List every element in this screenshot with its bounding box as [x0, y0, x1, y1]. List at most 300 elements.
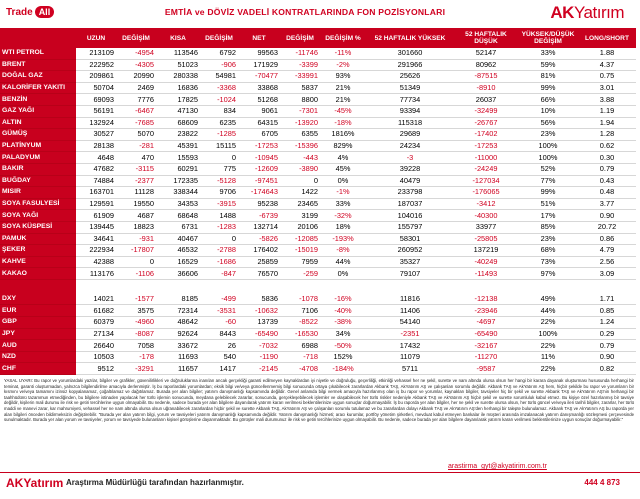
table-cell: 76570	[238, 268, 280, 280]
tradeall-logo	[6, 4, 54, 20]
table-cell: -7301	[280, 105, 320, 117]
table-cell: -87515	[454, 71, 518, 83]
table-cell: 33%	[320, 198, 366, 210]
instrument-name: BAKIR	[0, 163, 76, 175]
table-row	[0, 117, 636, 129]
tradeall-logo-badge: All	[35, 6, 55, 18]
table-cell: 16836	[156, 82, 200, 94]
instrument-name: JPY	[0, 328, 76, 340]
table-cell: -4697	[454, 317, 518, 329]
instrument-name: ŞEKER	[0, 245, 76, 257]
table-cell: -24249	[454, 163, 518, 175]
table-cell: 81%	[518, 71, 578, 83]
table-cell: 7058	[116, 340, 156, 352]
table-cell: 0.85	[578, 305, 636, 317]
section-spacer	[0, 279, 636, 294]
table-cell: 4648	[76, 152, 116, 164]
column-header: DEĞİŞİM	[280, 28, 320, 48]
table-cell: 1816%	[320, 129, 366, 141]
table-cell: 0	[116, 256, 156, 268]
table-cell: 0.90	[578, 210, 636, 222]
contact-phone: 444 4 873	[584, 478, 620, 487]
table-cell: 64315	[238, 117, 280, 129]
table-cell: 74884	[76, 175, 116, 187]
table-cell: -3115	[116, 163, 156, 175]
table-cell: 9061	[238, 105, 280, 117]
table-cell: 93394	[366, 105, 454, 117]
table-cell: 44%	[518, 305, 578, 317]
table-row	[0, 152, 636, 164]
table-cell: 6792	[200, 48, 238, 59]
table-cell: -11493	[454, 268, 518, 280]
table-cell: 27134	[76, 328, 116, 340]
table-cell: 260952	[366, 245, 454, 257]
table-cell: 5836	[238, 294, 280, 305]
table-cell: -718	[280, 351, 320, 363]
table-row	[0, 94, 636, 106]
table-cell: -906	[200, 59, 238, 71]
instrument-name: MISIR	[0, 187, 76, 199]
table-cell: 20.72	[578, 221, 636, 233]
table-cell: 72314	[156, 305, 200, 317]
table-cell: -2377	[116, 175, 156, 187]
legal-disclaimer: YASAL UYARI: Bu rapor ve yorumlardaki yazılar, bilgiler ve grafikler, güvenilirlikleri ve doğruluklarına inanılan ancak gerçekliği garanti edilmeyen kaynaklardan iyi niyetle ve doğruluğu, geçerliliği, etkinliği vehassel her ne şekil, surette ve nam altında olursa olsun her hangi bir karara dayanak oluşturması hususunda herhangi bir teminat, garanti oluşturmadan, yalnızca bilgilendirilme amacıyla derlenmiştir. İş bu raporlardaki yorumlardan; eksik bilgi ve/veya güncellenmemiş bilgi sonucunda ortaya çıkabilecek zararlardan Akbank TAŞ, AkYatırım AŞ ve çalışanları sorumlu değildir. Akbank TAŞ ve AkYatırım AŞ hem, hiçbir şekilde bu rapor ve yorumların bir kısmını ve/veya tamamını izinsiz kopyalanamaz, çoğaltılamaz ve dağıtılamaz. Burada yer alan bilgiler; yatırım danışmanlığı kapsamında değildir. Genel anlamda bilgi vermek amacıyla hazırlanmış olan iş bu rapor ve yorumlar, kaynakları bilgiler, tavsiyeler hiç bir şekil ve surette Akbank TAŞ ve AkYatırım AŞ'nin herhangi bir taahhüdünü tazammun etmediğinden, bu bilgilere istinaden yapılacak her türlü işlemin sonucunda, meydana gelebilecek zararlar, sonucunda, gerçekleşebilecek işlemler ve olaşabilecek her türlü riskler nedeniyle Akbank TAŞ ve AkYatırım AŞ hiçbir şekil ve surette sorumluluk kabul etmez. Bu kişiye özel hazırlanmış bir tavsiye değildir, kişilerin mali durumu ile risk ve getiri tercihlerine uygun olmayabilir. Bu nedenle, sadece burada yer alan bilgilere dayanılarak yatırım kararı verilmesi beklentilerinize uygun sonuçlar doğurmayabilir. İş bu raporda yer alan bilgiler, her ne şekil ve surette olursa olsun, her türlü güncel ve/veya ileri tarihli bilgiler, zararlar, her türlü maddi ve manevi zarar, kar mahrumiyeti, vehassel her ne nam altında olursa olsun uğranabilecek zararlardan hiçbir şekil ve surette Akbank TAŞ, AkYatırım AŞ ve çalışanları sorumlu tutulamaz ve bu zararlardan dolayı Akbank TAŞ ve AkYatırım AŞ'den herhangi bir talepte bulunulamaz. Akbank TAŞ ve AkYatırım AŞ bu raporda yer alan bilgileri önceden bildirmeksizin değiştirebilir. "Burada yer alan yatırım bilgi, yorum ve tavsiyeleri yatırım danışmanlığı kapsamında değildir. Yatırım danışmanlığı hizmeti; aracı kurumlar, portföy yönetim şirketleri, mevduat kabul etmeyen bankalar ile müşteri arasında imzalanacak yatırım danışmanlığı sözleşmesi çerçevesinde sunulmaktadır. Burada yer alan yorum ve tavsiyeler, yorum ve tavsiyede bulunanların kişisel görüşlerine dayanmaktadır. Bu görüşler mali durumunuz ile risk ve getiri tercihlerinize uygun olmayabilir. Bu nedenle, sadece burada yer alan bilgilere dayanılarak yatırım kararı verilmesi beklentilerinize uygun sonuçlar doğurmayabilir."	[4, 378, 634, 423]
table-cell: -3368	[200, 82, 238, 94]
table-cell: -1686	[200, 256, 238, 268]
table-cell: -2%	[320, 59, 366, 71]
table-cell: 21%	[320, 94, 366, 106]
table-header-row	[0, 28, 636, 48]
table-cell: 17%	[518, 210, 578, 222]
table-row	[0, 328, 636, 340]
table-cell: -15396	[280, 140, 320, 152]
table-cell: 34353	[156, 198, 200, 210]
akyatirim-logo	[550, 3, 624, 23]
table-row	[0, 187, 636, 199]
table-cell: -40300	[454, 210, 518, 222]
table-cell: 23%	[518, 129, 578, 141]
table-cell: -16530	[280, 328, 320, 340]
column-header: NET	[238, 28, 280, 48]
table-cell: 470	[116, 152, 156, 164]
table-cell: -6739	[238, 210, 280, 222]
table-cell: 100%	[518, 140, 578, 152]
table-cell: 4.37	[578, 59, 636, 71]
table-cell: 0	[200, 152, 238, 164]
table-cell: 17432	[366, 340, 454, 352]
table-cell: -40%	[320, 305, 366, 317]
table-cell: 132924	[76, 117, 116, 129]
table-cell: 1.94	[578, 117, 636, 129]
table-cell: 0	[200, 233, 238, 245]
table-cell: 3575	[116, 305, 156, 317]
table-cell: -5826	[238, 233, 280, 245]
instrument-name: NZD	[0, 351, 76, 363]
instrument-name: BRENT	[0, 59, 76, 71]
table-cell: -97451	[238, 175, 280, 187]
table-cell: 99563	[238, 48, 280, 59]
table-cell: 24234	[366, 140, 454, 152]
table-cell: -40249	[454, 256, 518, 268]
table-row	[0, 82, 636, 94]
table-cell: 5837	[280, 82, 320, 94]
table-cell: -65490	[238, 328, 280, 340]
instrument-name: PLATİNYUM	[0, 140, 76, 152]
table-cell: -6467	[116, 105, 156, 117]
table-cell: 11816	[366, 294, 454, 305]
table-cell: 7106	[280, 305, 320, 317]
table-cell: 0.48	[578, 187, 636, 199]
table-cell: 137219	[454, 245, 518, 257]
table-row	[0, 317, 636, 329]
table-cell: -12138	[454, 294, 518, 305]
table-cell: 132714	[238, 221, 280, 233]
table-cell: 0.43	[578, 175, 636, 187]
instrument-name: AUD	[0, 340, 76, 352]
table-cell: 11657	[156, 363, 200, 375]
table-cell: 68%	[518, 245, 578, 257]
table-cell: -127034	[454, 175, 518, 187]
table-cell: 172335	[156, 175, 200, 187]
table-cell: 25859	[238, 256, 280, 268]
instrument-name: PALADYUM	[0, 152, 76, 164]
instrument-name: WTI PETROL	[0, 48, 76, 59]
table-cell: 99%	[518, 187, 578, 199]
table-cell: 44%	[320, 256, 366, 268]
table-cell: 73%	[518, 256, 578, 268]
table-cell: 61909	[76, 210, 116, 222]
table-cell: 20106	[280, 221, 320, 233]
table-cell: 66%	[518, 94, 578, 106]
table-cell: 7959	[280, 256, 320, 268]
table-cell: 280338	[156, 71, 200, 83]
table-cell: -25805	[454, 233, 518, 245]
table-cell: 33%	[518, 48, 578, 59]
table-row	[0, 351, 636, 363]
table-cell: 1488	[200, 210, 238, 222]
table-cell: 113176	[76, 268, 116, 280]
column-header: 52 HAFTALIK YÜKSEK	[366, 28, 454, 48]
table-cell: -11%	[320, 48, 366, 59]
table-row	[0, 163, 636, 175]
table-cell: 69093	[76, 94, 116, 106]
table-cell: 54140	[366, 317, 454, 329]
instrument-name: DOĞAL GAZ	[0, 71, 76, 83]
table-cell: 11406	[366, 305, 454, 317]
table-cell: 23822	[156, 129, 200, 141]
table-cell: -1024	[200, 94, 238, 106]
table-cell: -193%	[320, 233, 366, 245]
table-cell: 222952	[76, 59, 116, 71]
table-row	[0, 221, 636, 233]
table-cell: 60379	[76, 317, 116, 329]
table-cell: -3890	[280, 163, 320, 175]
table-row	[0, 245, 636, 257]
table-cell: 52%	[518, 163, 578, 175]
table-cell: 22%	[518, 340, 578, 352]
table-row	[0, 140, 636, 152]
table-cell: -8087	[116, 328, 156, 340]
table-body	[0, 48, 636, 375]
table-cell: 3.01	[578, 82, 636, 94]
table-cell: -8522	[280, 317, 320, 329]
table-row	[0, 340, 636, 352]
table-cell: -847	[200, 268, 238, 280]
table-row	[0, 233, 636, 245]
table-cell: 42388	[76, 256, 116, 268]
column-header: UZUN	[76, 28, 116, 48]
table-cell: -1%	[320, 187, 366, 199]
table-cell: 33868	[238, 82, 280, 94]
table-cell: 15593	[156, 152, 200, 164]
table-row	[0, 105, 636, 117]
table-cell: 29689	[366, 129, 454, 141]
table-cell: 1.28	[578, 129, 636, 141]
table-row	[0, 198, 636, 210]
positions-table	[0, 28, 636, 375]
table-cell: 11128	[116, 187, 156, 199]
table-cell: 10503	[76, 351, 116, 363]
table-cell: -3915	[200, 198, 238, 210]
footer-divider	[0, 472, 640, 473]
instrument-name: EUR	[0, 305, 76, 317]
table-cell: 0.82	[578, 363, 636, 375]
instrument-name: GAZ YAĞI	[0, 105, 76, 117]
table-cell: -17807	[116, 245, 156, 257]
table-cell: -4305	[116, 59, 156, 71]
table-cell: 22%	[518, 363, 578, 375]
table-cell: -60	[200, 317, 238, 329]
column-header: DEĞİŞİM	[116, 28, 156, 48]
instrument-name: SOYA FASULYESİ	[0, 198, 76, 210]
table-cell: 209861	[76, 71, 116, 83]
table-cell: 113546	[156, 48, 200, 59]
table-cell: 0.86	[578, 233, 636, 245]
table-cell: -7685	[116, 117, 156, 129]
table-cell: -18%	[320, 117, 366, 129]
table-cell: -3531	[200, 305, 238, 317]
table-cell: 30527	[76, 129, 116, 141]
table-cell: 6988	[280, 340, 320, 352]
table-cell: 97%	[518, 268, 578, 280]
instrument-name: SOYA KÜSPESİ	[0, 221, 76, 233]
tradeall-logo-text: Trade	[6, 6, 33, 18]
table-cell: -5128	[200, 175, 238, 187]
table-cell: 152%	[320, 351, 366, 363]
table-cell: 15115	[200, 140, 238, 152]
table-cell: 39228	[366, 163, 454, 175]
table-cell: -65490	[454, 328, 518, 340]
table-cell: 5711	[366, 363, 454, 375]
table-cell: 35327	[366, 256, 454, 268]
table-cell: 77%	[518, 175, 578, 187]
instrument-name: ALTIN	[0, 117, 76, 129]
table-cell: 1.24	[578, 317, 636, 329]
table-cell: 92624	[156, 328, 200, 340]
table-cell: 60291	[156, 163, 200, 175]
table-cell: 18%	[320, 221, 366, 233]
table-cell: -17402	[454, 129, 518, 141]
table-cell: -32499	[454, 105, 518, 117]
table-cell: 0.79	[578, 340, 636, 352]
table-row	[0, 175, 636, 187]
table-cell: 1.19	[578, 105, 636, 117]
table-cell: -17253	[454, 140, 518, 152]
table-cell: 0.75	[578, 71, 636, 83]
table-cell: 0.90	[578, 351, 636, 363]
instrument-name: CHF	[0, 363, 76, 375]
table-cell: 61682	[76, 305, 116, 317]
table-cell: -33991	[280, 71, 320, 83]
table-cell: -11270	[454, 351, 518, 363]
table-cell: 50704	[76, 82, 116, 94]
table-cell: -8910	[454, 82, 518, 94]
table-cell: 8443	[200, 328, 238, 340]
table-cell: 45391	[156, 140, 200, 152]
table-cell: -178	[116, 351, 156, 363]
table-cell: -1106	[116, 268, 156, 280]
table-cell: 68648	[156, 210, 200, 222]
table-cell: 20990	[116, 71, 156, 83]
table-row	[0, 210, 636, 222]
table-cell: 0.30	[578, 152, 636, 164]
table-cell: 1417	[200, 363, 238, 375]
table-cell: 171929	[238, 59, 280, 71]
table-cell: -3291	[116, 363, 156, 375]
table-cell: -12609	[238, 163, 280, 175]
table-cell: 56%	[518, 117, 578, 129]
table-cell: 6355	[280, 129, 320, 141]
table-cell: 47682	[76, 163, 116, 175]
table-cell: 222934	[76, 245, 116, 257]
table-cell: 23465	[280, 198, 320, 210]
table-cell: 6731	[156, 221, 200, 233]
table-cell: -15019	[280, 245, 320, 257]
table-cell: 0.62	[578, 140, 636, 152]
table-cell: -4960	[116, 317, 156, 329]
table-cell: 291966	[366, 59, 454, 71]
table-cell: -9587	[454, 363, 518, 375]
table-cell: -176065	[454, 187, 518, 199]
table-cell: -499	[200, 294, 238, 305]
table-cell: -7032	[238, 340, 280, 352]
table-cell: 9512	[76, 363, 116, 375]
contact-email-link[interactable]: arastirma_gyt@akyatirim.com.tr	[448, 463, 547, 470]
table-cell: -4708	[280, 363, 320, 375]
instrument-name: SOYA YAĞI	[0, 210, 76, 222]
table-cell: -174643	[238, 187, 280, 199]
table-cell: 28138	[76, 140, 116, 152]
table-cell: -1285	[200, 129, 238, 141]
table-cell: 17825	[156, 94, 200, 106]
table-cell: 33672	[156, 340, 200, 352]
table-cell: 213109	[76, 48, 116, 59]
table-cell: 4.79	[578, 245, 636, 257]
table-cell: 36606	[156, 268, 200, 280]
table-cell: 46532	[156, 245, 200, 257]
table-cell: -2788	[200, 245, 238, 257]
table-row	[0, 294, 636, 305]
table-cell: 40467	[156, 233, 200, 245]
table-cell: -32167	[454, 340, 518, 352]
table-cell: 51349	[366, 82, 454, 94]
table-cell: 775	[200, 163, 238, 175]
table-cell: 11079	[366, 351, 454, 363]
table-row	[0, 59, 636, 71]
instrument-name: BENZİN	[0, 94, 76, 106]
table-cell: 3.09	[578, 268, 636, 280]
table-cell: 829%	[320, 140, 366, 152]
table-cell: -3399	[280, 59, 320, 71]
table-cell: -259	[280, 268, 320, 280]
table-cell: 56191	[76, 105, 116, 117]
table-cell: 540	[200, 351, 238, 363]
column-header: DEĞİŞİM	[200, 28, 238, 48]
instrument-name: KALORİFER YAKITI	[0, 82, 76, 94]
table-cell: 54981	[200, 71, 238, 83]
table-cell: -3	[366, 152, 454, 164]
table-cell: 834	[200, 105, 238, 117]
table-cell: 48642	[156, 317, 200, 329]
table-cell: -45%	[320, 105, 366, 117]
table-cell: -38%	[320, 317, 366, 329]
table-cell: -32%	[320, 210, 366, 222]
akyatirim-logo-yatirim: Yatırım	[573, 3, 624, 22]
table-row	[0, 48, 636, 59]
footer-logo: AKYatırım	[6, 476, 64, 490]
table-cell: 80962	[454, 59, 518, 71]
table-cell: -281	[116, 140, 156, 152]
table-cell: -2145	[238, 363, 280, 375]
table-cell: 99%	[518, 82, 578, 94]
table-cell: 95238	[238, 198, 280, 210]
table-cell: 100%	[518, 328, 578, 340]
table-cell: -10945	[238, 152, 280, 164]
table-cell: 115318	[366, 117, 454, 129]
table-cell: 176402	[238, 245, 280, 257]
table-cell: 233798	[366, 187, 454, 199]
table-cell: 1.71	[578, 294, 636, 305]
instrument-name: GBP	[0, 317, 76, 329]
table-cell: 7776	[116, 94, 156, 106]
table-cell: 0.79	[578, 163, 636, 175]
table-cell: -11000	[454, 152, 518, 164]
table-cell: -26767	[454, 117, 518, 129]
table-cell: 129591	[76, 198, 116, 210]
table-cell: 26	[200, 340, 238, 352]
table-cell: 51%	[518, 198, 578, 210]
instrument-name: KAHVE	[0, 256, 76, 268]
table-cell: 187037	[366, 198, 454, 210]
table-cell: 26640	[76, 340, 116, 352]
table-cell: -4954	[116, 48, 156, 59]
column-header: DEĞİŞİM %	[320, 28, 366, 48]
table-cell: 14021	[76, 294, 116, 305]
table-row	[0, 268, 636, 280]
table-cell: 93%	[320, 71, 366, 83]
table-cell: -10632	[238, 305, 280, 317]
table-cell: -12085	[280, 233, 320, 245]
table-cell: 5070	[116, 129, 156, 141]
table-cell: 34%	[320, 328, 366, 340]
table-cell: 85%	[518, 221, 578, 233]
table-cell: -931	[116, 233, 156, 245]
table-cell: 47130	[156, 105, 200, 117]
table-cell: 25626	[366, 71, 454, 83]
column-header: LONG/SHORT	[578, 28, 636, 48]
table-cell: -1283	[200, 221, 238, 233]
table-cell: 3.88	[578, 94, 636, 106]
